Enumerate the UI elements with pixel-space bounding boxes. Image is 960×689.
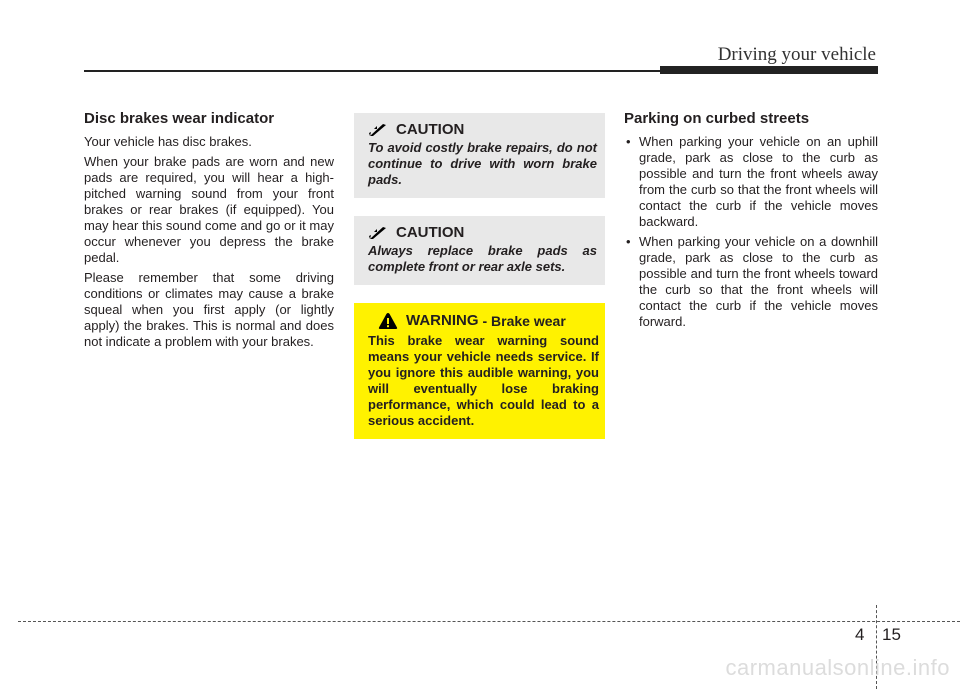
header-title: Driving your vehicle	[717, 44, 876, 65]
pencil-icon	[368, 123, 388, 137]
warning-triangle-icon	[378, 312, 398, 330]
paragraph: Your vehicle has disc brakes.	[84, 134, 252, 149]
warning-label: WARNING	[406, 312, 479, 329]
warning-subtitle: - Brake wear	[482, 313, 566, 329]
watermark: carmanualsonline.info	[725, 655, 950, 680]
warning-title	[368, 312, 599, 330]
paragraph: Please remember that some driving conditions or climates may cause a brake squeal when you first apply (or lightly apply) the brakes. This is normal and does not indicate a problem with your brakes.	[84, 270, 334, 349]
list-item: • When parking your vehicle on an uphill grade, park as close to the curb as possible and turn the front wheels away from the curb so that the front wheels will contact the curb if the vehicle moves backward.	[624, 134, 878, 230]
middle-column	[354, 113, 605, 439]
footer-rule	[18, 621, 960, 622]
warning-box	[354, 303, 605, 439]
caution-text: Always replace brake pads as complete front or rear axle sets.	[368, 243, 597, 274]
caution-label: CAUTION	[396, 224, 465, 241]
caution-label: CAUTION	[396, 121, 465, 138]
page-number: 15	[882, 625, 901, 644]
section-heading-parking: Parking on curbed streets	[624, 110, 810, 127]
header-rule-thick	[660, 66, 878, 74]
caution-box-2	[354, 216, 605, 285]
caution-title	[368, 224, 597, 242]
caution-title	[368, 121, 597, 139]
section-heading-disc-brakes: Disc brakes wear indicator	[84, 110, 275, 127]
warning-text: This brake wear warning sound means your vehicle needs service. If you ignore this audible warning, you will eventually lose braking performance, which could lead to a serious accident.	[368, 333, 599, 428]
pencil-icon	[368, 226, 388, 240]
caution-box-1	[354, 113, 605, 198]
bullet-list	[624, 134, 878, 330]
left-column	[84, 110, 334, 354]
list-item: • When parking your vehicle on a downhill grade, park as close to the curb as possible and turn the front wheels toward the curb so that the front wheels will contact the curb if the vehicle moves forward.	[624, 234, 878, 330]
header-rule-thin	[84, 70, 662, 72]
caution-text: To avoid costly brake repairs, do not continue to drive with worn brake pads.	[368, 140, 597, 187]
paragraph: When your brake pads are worn and new pads are required, you will hear a high-pitched warning sound from your front brakes or rear brakes (if equipped). You may hear this sound come and go or it may occur whenever you depress the brake pedal.	[84, 154, 334, 265]
chapter-number: 4	[855, 625, 865, 644]
right-column	[624, 110, 878, 334]
